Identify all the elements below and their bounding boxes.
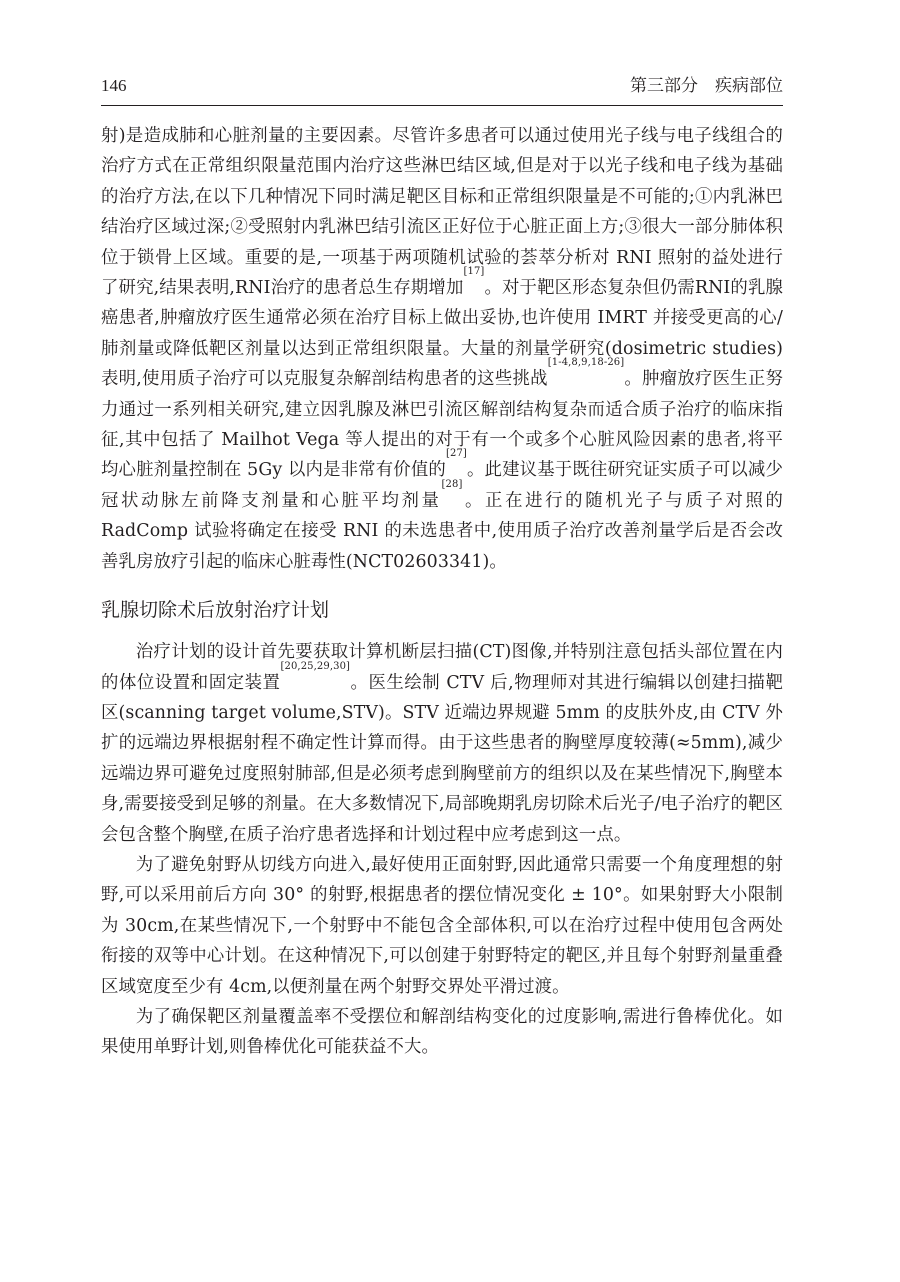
paragraph-3: 为了避免射野从切线方向进入,最好使用正面射野,因此通常只需要一个角度理想的射野,可以采用前后方向 30° 的射野,根据患者的摆位情况变化 ± 10°。如果射野大小限制为 30cm,在某些情况下,一个射野中不能包含全部体积,可以在治疗过程中使用包含两处衔接的双等中心计划。在这种情况下,可以创建于射野特定的靶区,并且每个射野剂量重叠区域宽度至少有 4cm,以便剂量在两个射野交界处平滑过渡。 — [101, 854, 783, 997]
section-heading: 乳腺切除术后放射治疗计划 — [101, 599, 330, 622]
citation: [20,25,29,30] — [280, 660, 351, 672]
citation: [27] — [445, 448, 467, 460]
paragraph-1: 射)是造成肺和心脏剂量的主要因素。尽管许多患者可以通过使用光子线与电子线组合的治疗方式在正常组织限量范围内治疗这些淋巴结区域,但是对于以光子线和电子线为基础的治疗方法,在以下几种情况下同时满足靶区目标和正常组织限量是不可能的;①内乳淋巴结治疗区域过深;②受照射内乳淋巴结引流区正好位于心脏正面上方;③很大一部分肺体积位于锁骨上区域。重要的是,一项基于两项随机试验的荟萃分析对 RNI 照射的益处进行了研究,结果表明,RNI治疗的患者总生存期增加[17]。对于靶区形态复杂但仍需RNI的乳腺癌患者,肿瘤放疗医生通常必须在治疗目标上做出妥协,也许使用 IMRT 并接受更高的心/肺剂量或降低靶区剂量以达到正常组织限量。大量的剂量学研究(dosimetric studies)表明,使用质子治疗可以克服复杂解剖结构患者的这些挑战[1-4,8,9,18-26]。肿瘤放疗医生正努力通过一系列相关研究,建立因乳腺及淋巴引流区解剖结构复杂而适合质子治疗的临床指征,其中包括了 Mailhot Vega 等人提出的对于有一个或多个心脏风险因素的患者,将平均心脏剂量控制在 5Gy 以内是非常有价值的[27]。此建议基于既往研究证实质子可以减少冠状动脉左前降支剂量和心脏平均剂量[28]。正在进行的随机光子与质子对照的 RadComp 试验将确定在接受 RNI 的未选患者中,使用质子治疗改善剂量学后是否会改善乳房放疗引起的临床心脏毒性(NCT02603341)。 — [101, 126, 783, 572]
citation: [17] — [463, 266, 485, 278]
citation: [28] — [441, 478, 463, 490]
body-text — [101, 121, 783, 1063]
paragraph-2: 治疗计划的设计首先要获取计算机断层扫描(CT)图像,并特别注意包括头部位置在内的体位设置和固定装置[20,25,29,30]。医生绘制 CTV 后,物理师对其进行编辑以创建扫描靶区(scanning target volume,STV)。STV 近端边界规避 5mm 的皮肤外皮,由 CTV 外扩的远端边界根据射程不确定性计算而得。由于这些患者的胸壁厚度较薄(≈5mm),减少远端边界可避免过度照射肺部,但是必须考虑到胸壁前方的组织以及在某些情况下,胸壁本身,需要接受到足够的剂量。在大多数情况下,局部晚期乳房切除术后光子/电子治疗的靶区会包含整个胸壁,在质子治疗患者选择和计划过程中应考虑到这一点。 — [101, 642, 783, 845]
page-number: 146 — [101, 76, 127, 95]
page-header — [101, 72, 783, 100]
header-divider — [101, 105, 783, 106]
section-title: 第三部分 疾病部位 — [630, 76, 783, 96]
paragraph-4: 为了确保靶区剂量覆盖率不受摆位和解剖结构变化的过度影响,需进行鲁棒优化。如果使用单野计划,则鲁棒优化可能获益不大。 — [101, 1006, 783, 1058]
citation: [1-4,8,9,18-26] — [547, 357, 625, 369]
